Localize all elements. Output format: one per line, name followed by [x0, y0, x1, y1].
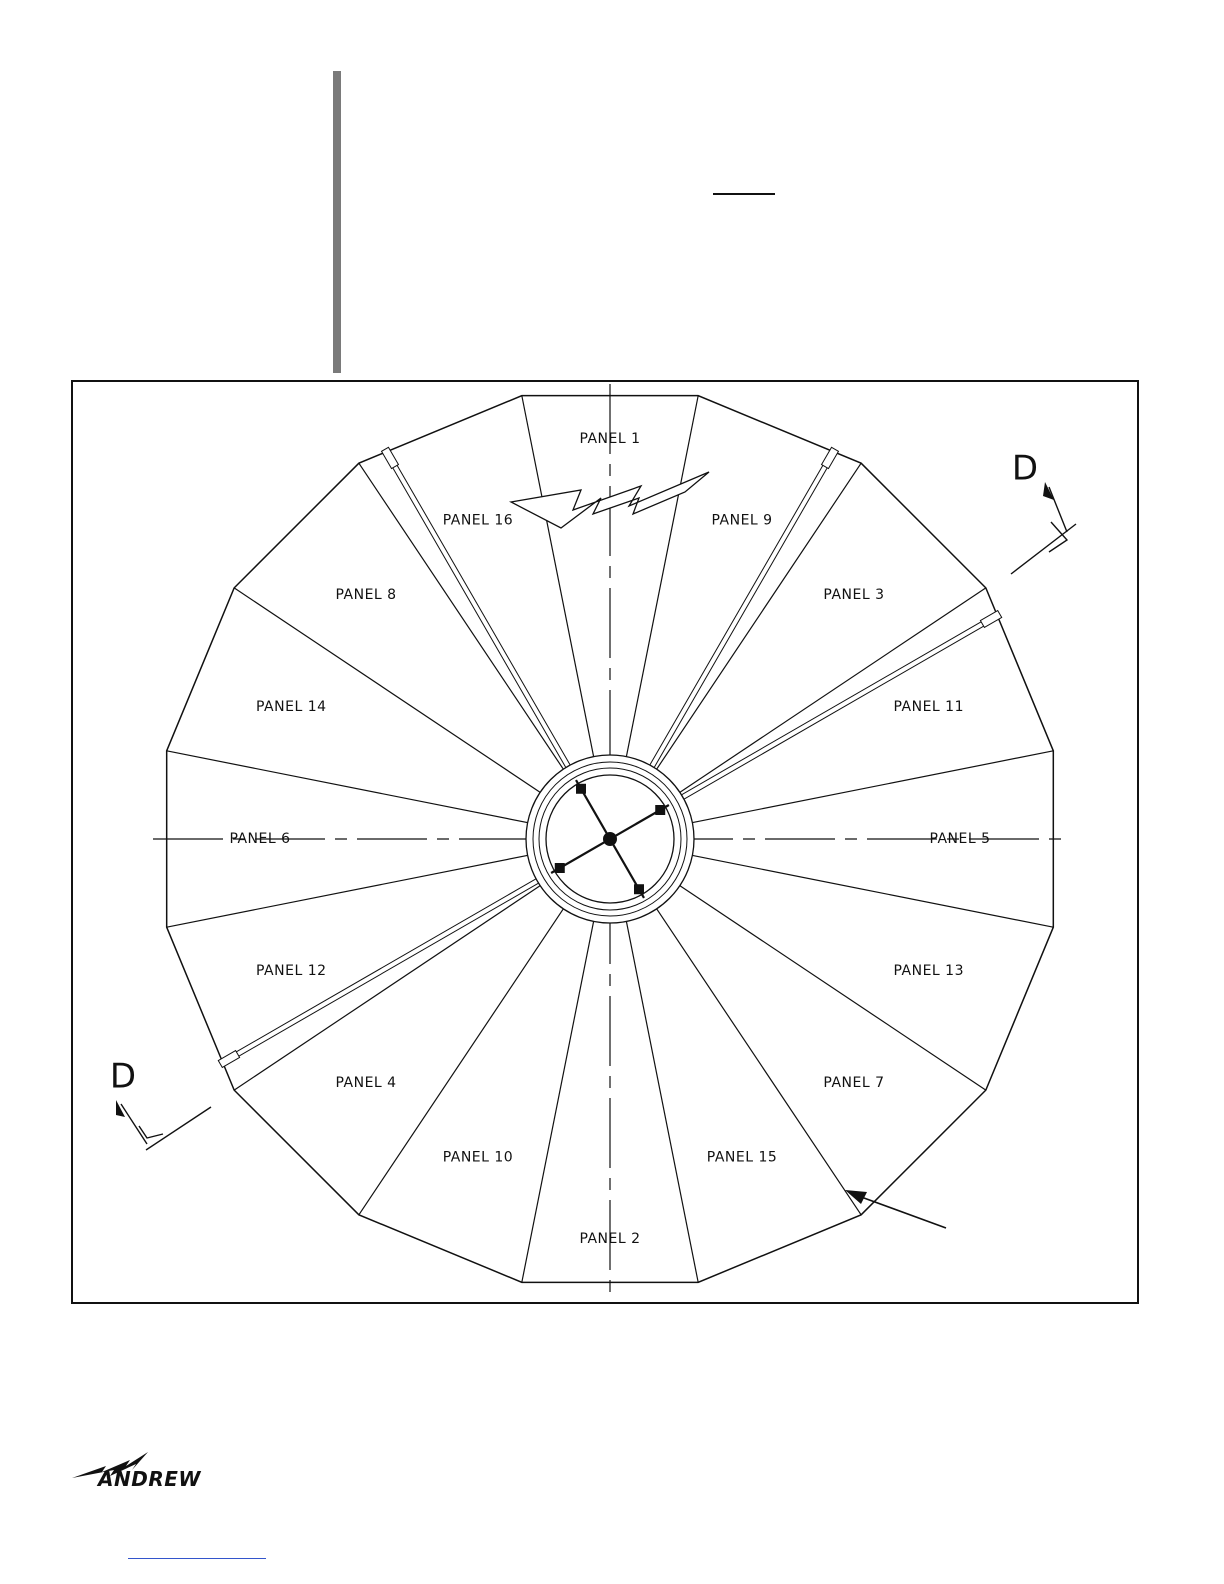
hub-clamp	[634, 884, 644, 894]
panel-seam	[679, 853, 1054, 928]
panel-seam	[359, 897, 571, 1215]
panel-seam	[679, 751, 1054, 826]
panel-label-1: PANEL 1	[579, 431, 641, 447]
logo-wordmark: ANDREW	[98, 1467, 201, 1491]
panel-label-15: PANEL 15	[706, 1149, 778, 1166]
panel-label-2: PANEL 2	[579, 1231, 641, 1247]
panel-seam	[624, 908, 699, 1283]
panel-label-13: PANEL 13	[893, 963, 964, 980]
panel-label-9: PANEL 9	[711, 512, 773, 529]
hub-clamp	[576, 784, 586, 794]
reflector-panel-diagram	[71, 380, 1139, 1304]
diagram-canvas	[73, 382, 1137, 1302]
panel-label-4: PANEL 4	[335, 1074, 397, 1091]
panel-label-8: PANEL 8	[335, 587, 397, 604]
panel-seam	[649, 897, 861, 1215]
panel-seam	[668, 588, 986, 800]
panel-label-10: PANEL 10	[442, 1149, 514, 1166]
panel-label-7: PANEL 7	[823, 1074, 885, 1091]
panel-seam	[522, 908, 597, 1283]
panel-seam	[234, 878, 552, 1090]
callout-leader-arrow	[845, 1190, 946, 1228]
panel-label-3: PANEL 3	[823, 587, 885, 604]
panel-label-14: PANEL 14	[256, 698, 327, 715]
panel-seam	[522, 396, 597, 771]
panel-label-11: PANEL 11	[893, 698, 964, 715]
panel-seam	[234, 588, 552, 800]
strut-end-bracket	[822, 447, 839, 468]
section-label-top: D	[1011, 448, 1039, 489]
panel-seam	[624, 396, 699, 771]
footer-link-underline[interactable]	[128, 1558, 266, 1559]
hub-clamp	[555, 863, 565, 873]
panel-label-6: PANEL 6	[229, 831, 291, 847]
panel-label-16: PANEL 16	[442, 512, 514, 529]
section-label-bottom: D	[109, 1056, 137, 1097]
strut-end-bracket	[218, 1051, 239, 1068]
panel-label-12: PANEL 12	[256, 963, 327, 980]
panel-seam	[167, 751, 542, 826]
panel-seam	[167, 853, 542, 928]
section-marker-bottom-left	[110, 1057, 211, 1151]
blank-underline	[713, 193, 775, 195]
hub-clamp	[655, 805, 665, 815]
panel-seam	[668, 878, 986, 1090]
panel-label-5: PANEL 5	[929, 831, 991, 847]
revision-change-bar	[333, 71, 341, 373]
strut-end-bracket	[382, 447, 399, 468]
panel-seam	[649, 463, 861, 781]
strut-end-bracket	[980, 611, 1001, 628]
section-marker-top-right	[1011, 449, 1076, 575]
